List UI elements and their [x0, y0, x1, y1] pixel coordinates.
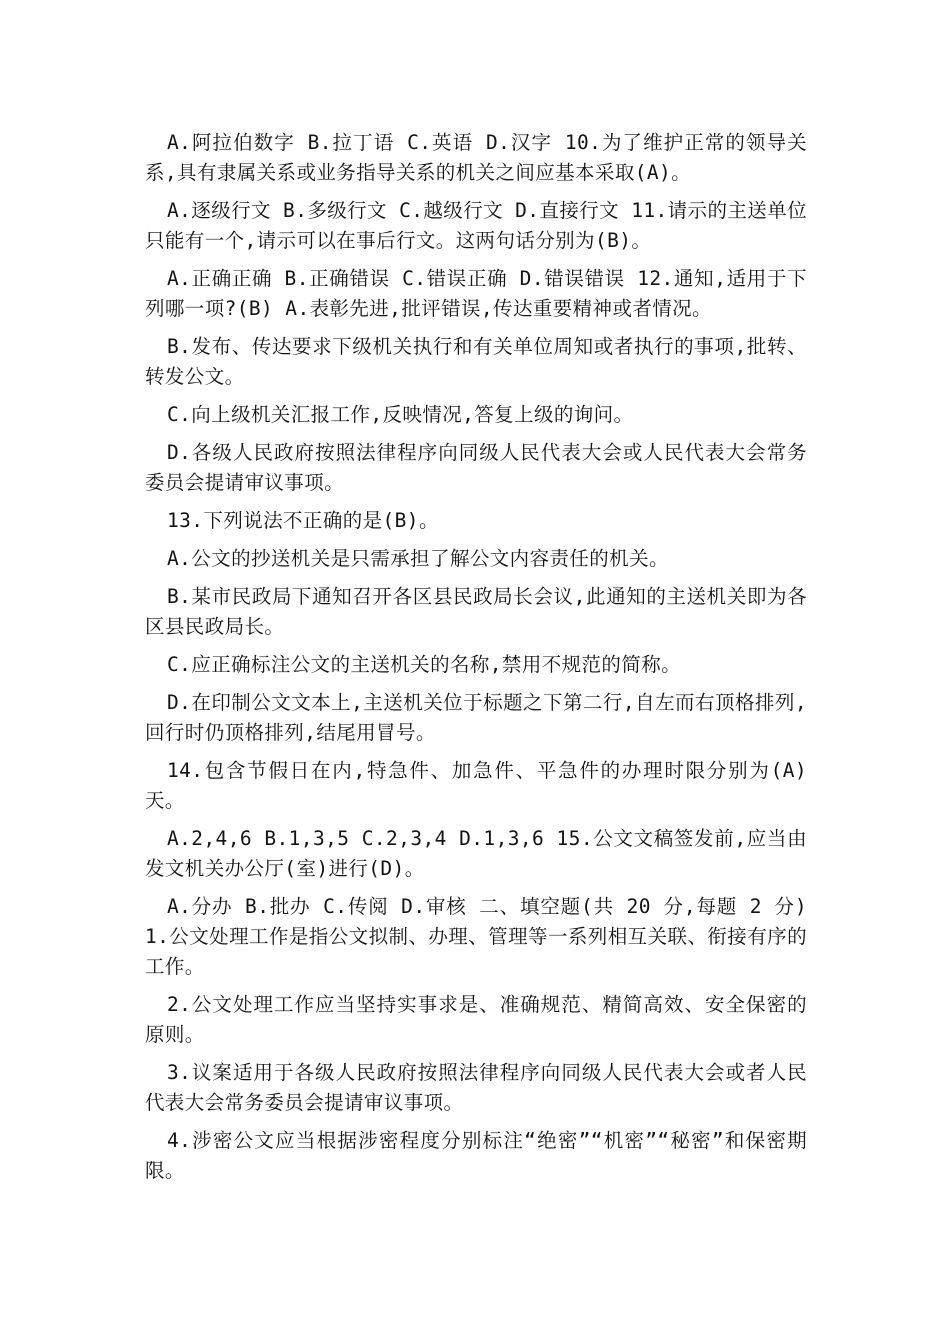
paragraph-14: A.分办 B.批办 C.传阅 D.审核 二、填空题(共 20 分,每题 2 分) 1.公文处理工作是指公文拟制、办理、管理等一系列相互关联、衔接有序的工作。 [145, 895, 807, 978]
paragraph-16: 3.议案适用于各级人民政府按照法律程序向同级人民代表大会或者人民代表大会常务委员会提请审议事项。 [145, 1061, 807, 1114]
paragraph-11: D.在印制公文文本上,主送机关位于标题之下第二行,自左而右顶格排列,回行时仍顶格排列,结尾用冒号。 [145, 691, 807, 744]
paragraph-3: A.正确正确 B.正确错误 C.错误正确 D.错误错误 12.通知,适用于下列哪一项?(B) A.表彰先进,批评错误,传达重要精神或者情况。 [145, 267, 807, 320]
paragraph-1: A.阿拉伯数字 B.拉丁语 C.英语 D.汉字 10.为了维护正常的领导关系,具有隶属关系或业务指导关系的机关之间应基本采取(A)。 [145, 131, 807, 184]
paragraph-7: 13.下列说法不正确的是(B)。 [167, 509, 439, 532]
paragraph-12: 14.包含节假日在内,特急件、加急件、平急件的办理时限分别为(A)天。 [145, 759, 807, 812]
document-page [145, 128, 807, 1194]
paragraph-4: B.发布、传达要求下级机关执行和有关单位周知或者执行的事项,批转、转发公文。 [145, 335, 807, 388]
paragraph-2: A.逐级行文 B.多级行文 C.越级行文 D.直接行文 11.请示的主送单位只能有一个,请示可以在事后行文。这两句话分别为(B)。 [145, 199, 807, 252]
paragraph-6: D.各级人民政府按照法律程序向同级人民代表大会或人民代表大会常务委员会提请审议事项。 [145, 441, 807, 494]
paragraph-13: A.2,4,6 B.1,3,5 C.2,3,4 D.1,3,6 15.公文文稿签发前,应当由发文机关办公厅(室)进行(D)。 [145, 827, 807, 880]
paragraph-9: B.某市民政局下通知召开各区县民政局长会议,此通知的主送机关即为各区县民政局长。 [145, 585, 807, 638]
paragraph-15: 2.公文处理工作应当坚持实事求是、准确规范、精简高效、安全保密的原则。 [145, 993, 807, 1046]
paragraph-5: C.向上级机关汇报工作,反映情况,答复上级的询问。 [167, 403, 634, 426]
paragraph-8: A.公文的抄送机关是只需承担了解公文内容责任的机关。 [167, 547, 669, 570]
paragraph-10: C.应正确标注公文的主送机关的名称,禁用不规范的简称。 [167, 653, 682, 676]
paragraph-17: 4.涉密公文应当根据涉密程度分别标注“绝密”“机密”“秘密”和保密期限。 [145, 1129, 807, 1182]
